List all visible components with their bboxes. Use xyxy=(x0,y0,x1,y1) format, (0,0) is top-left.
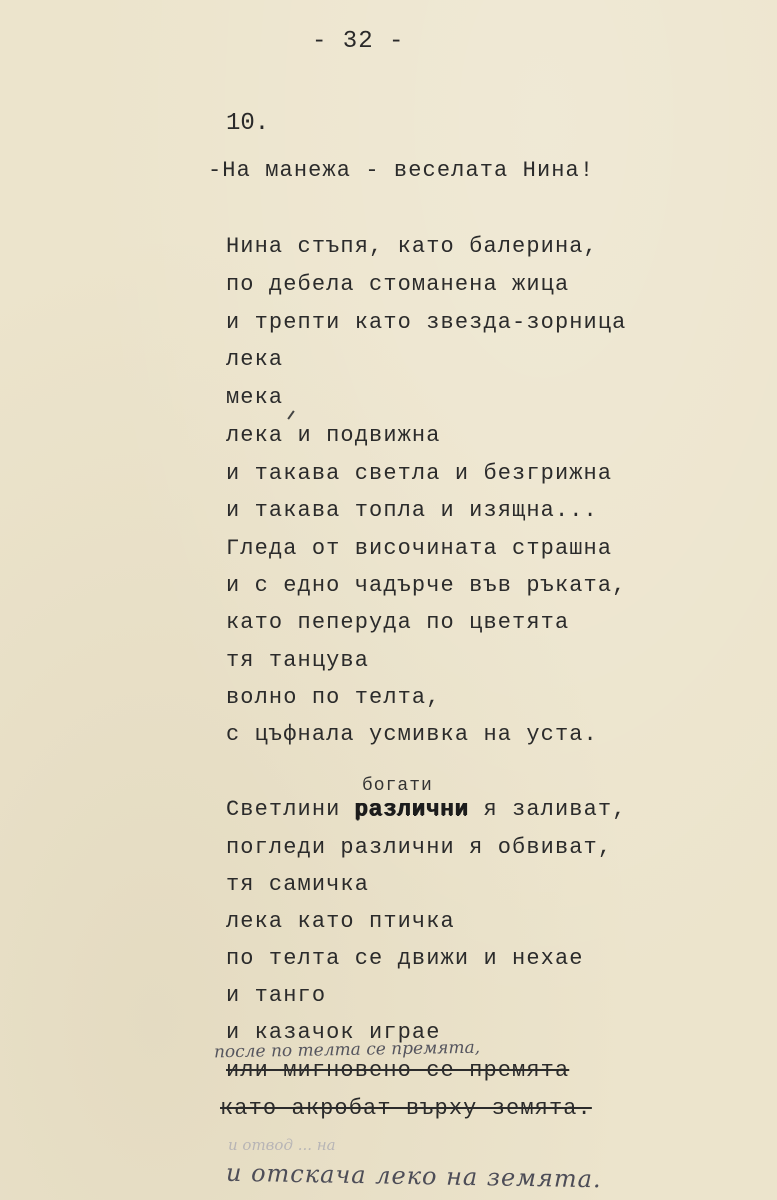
stanza1-line-7: и такава светла и безгрижна xyxy=(226,461,613,486)
stanza1-line-1: Нина стъпя, като балерина, xyxy=(226,234,598,259)
stanza1-line-8: и такава топла и изящна... xyxy=(226,498,598,523)
handwritten-correction-1: после по телта се премята, xyxy=(213,1037,481,1063)
stanza1-line-5: мека xyxy=(226,385,284,410)
stanza1-line-12: тя танцува xyxy=(226,648,370,673)
stanza1-line-6: лека и подвижна xyxy=(226,423,441,448)
stanza2-line-1-end: я заливат, xyxy=(483,797,627,822)
section-number: 10. xyxy=(226,110,270,137)
typed-insertion-bogati: богати xyxy=(362,776,433,796)
handwritten-faint-note: и отвод ... на xyxy=(228,1136,336,1154)
stanza2-line-6: и танго xyxy=(226,983,327,1008)
stanza1-line-4: лека xyxy=(226,347,284,372)
poem-title-line: -На манежа - веселата Нина! xyxy=(208,158,595,183)
pencil-tick-mark xyxy=(287,410,294,419)
stanza2-line-7: и казачок играе xyxy=(226,1020,441,1045)
page-number: - 32 - xyxy=(312,28,405,55)
struck-line-2: като акробат върху земята. xyxy=(220,1096,592,1121)
stanza1-line-11: като пеперуда по цветята xyxy=(226,610,570,635)
stanza2-line-1-start: Светлини xyxy=(226,797,341,822)
stanza2-line-2: погледи различни я обвиват, xyxy=(226,835,613,860)
stanza1-line-10: и с едно чадърче във ръката, xyxy=(226,573,627,598)
stanza2-line-3: тя самичка xyxy=(226,872,370,897)
stanza1-line-9: Гледа от височината страшна xyxy=(226,536,613,561)
stanza1-line-3: и трепти като звезда-зорница xyxy=(226,310,627,335)
stanza2-line-4: лека като птичка xyxy=(226,909,455,934)
struck-line-1: или мигновено се премята xyxy=(226,1058,570,1083)
overtyped-word xyxy=(355,797,469,822)
stanza2-line-5: по телта се движи и нехае xyxy=(226,946,584,971)
stanza1-line-13: волно по телта, xyxy=(226,685,441,710)
handwritten-final-line: и отскача леко на земята. xyxy=(225,1158,602,1194)
struck-word-razlichni: различни xyxy=(354,797,470,822)
stanza1-line-14: с цъфнала усмивка на уста. xyxy=(226,722,598,747)
stanza2-line-1 xyxy=(226,797,627,822)
stanza1-line-2: по дебела стоманена жица xyxy=(226,272,570,297)
